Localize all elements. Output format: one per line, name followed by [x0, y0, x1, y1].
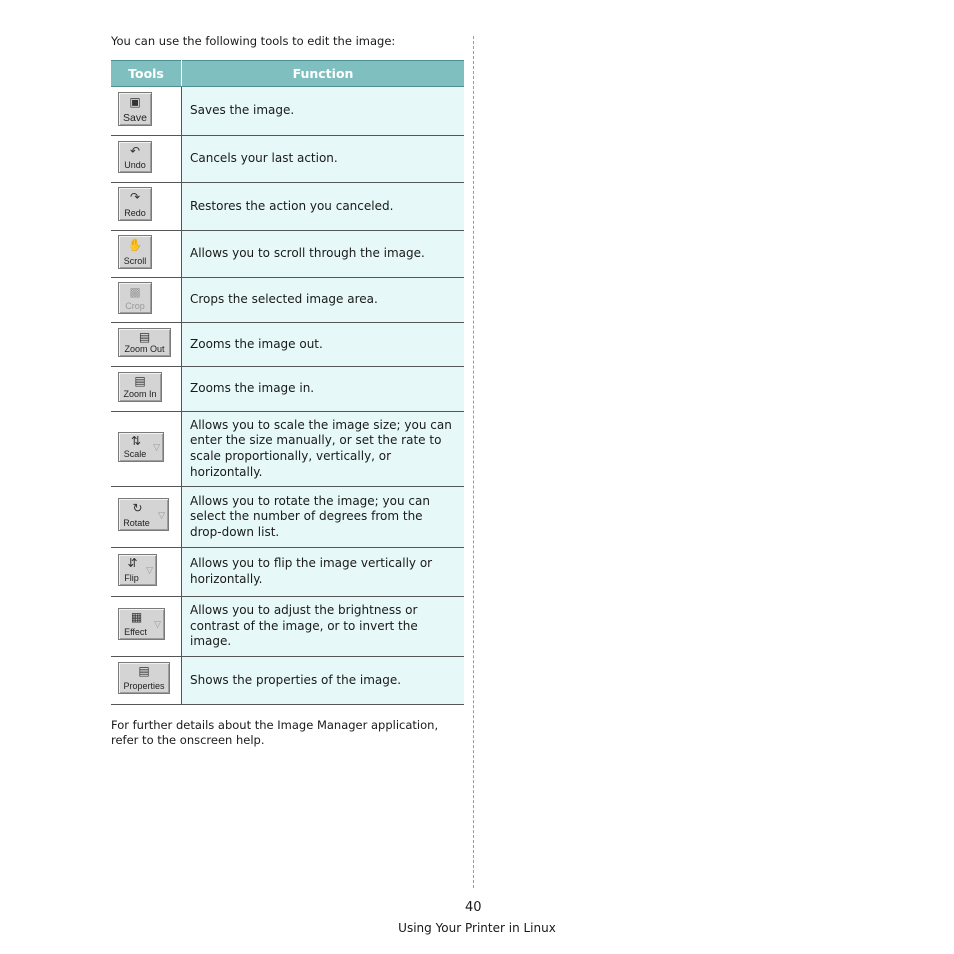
row-description: Zooms the image in.: [182, 367, 465, 412]
scale-button[interactable]: [118, 432, 164, 462]
page-number: 40: [465, 900, 482, 915]
zoom-out-button[interactable]: [118, 328, 171, 357]
table-row: [111, 487, 464, 548]
row-description: Allows you to rotate the image; you can select the number of degrees from the drop-down list.: [182, 487, 465, 548]
dropdown-arrow-icon: ▽: [153, 441, 160, 452]
header-function: Function: [182, 61, 465, 87]
tool-cell: [111, 548, 182, 597]
flip-icon: ⇵: [127, 555, 138, 570]
tool-cell: [111, 412, 182, 487]
table-row: [111, 548, 464, 597]
row-description: Allows you to adjust the brightness or contrast of the image, or to invert the image.: [182, 597, 465, 657]
table-row: [111, 367, 464, 412]
tool-cell: [111, 367, 182, 412]
crop-button-label: Crop: [125, 300, 145, 311]
row-description: Allows you to scale the image size; you can enter the size manually, or set the rate to scale proportionally, vertically, or horizontally.: [182, 412, 465, 487]
undo-arrow-icon: ↶: [129, 143, 141, 158]
undo-button-label: Undo: [124, 159, 146, 170]
tool-cell: [111, 323, 182, 367]
flip-button[interactable]: [118, 554, 157, 586]
row-description: Restores the action you canceled.: [182, 183, 465, 231]
crop-icon: ▩: [129, 284, 141, 299]
save-button-label: Save: [123, 111, 147, 124]
table-row: [111, 597, 464, 657]
row-description: Zooms the image out.: [182, 323, 465, 367]
table-row: [111, 412, 464, 487]
tools-table: [111, 60, 464, 705]
row-description: Cancels your last action.: [182, 136, 465, 183]
zoom-in-button[interactable]: [118, 372, 162, 402]
redo-button[interactable]: [118, 187, 152, 221]
scale-button-label: Scale: [123, 448, 147, 459]
tool-cell: [111, 136, 182, 183]
zoom-out-icon: ▤: [138, 329, 151, 344]
crop-button[interactable]: [118, 282, 152, 314]
scale-icon: ⇅: [130, 433, 142, 448]
tool-cell: [111, 597, 182, 657]
row-description: Allows you to flip the image vertically or horizontally.: [182, 548, 465, 597]
dropdown-arrow-icon: ▽: [146, 564, 153, 575]
redo-arrow-icon: ↷: [129, 190, 141, 205]
effect-icon: ▦: [130, 610, 143, 625]
table-row: [111, 657, 464, 705]
scroll-button-label: Scroll: [123, 255, 147, 266]
properties-icon: ▤: [138, 664, 150, 679]
tool-cell: [111, 87, 182, 136]
rotate-button[interactable]: [118, 498, 169, 531]
redo-button-label: Redo: [124, 208, 146, 219]
properties-button-label: Properties: [123, 681, 165, 692]
table-row: [111, 136, 464, 183]
table-header-row: [111, 61, 464, 87]
rotate-button-label: Rotate: [123, 518, 150, 529]
save-button[interactable]: [118, 92, 152, 126]
row-description: Allows you to scroll through the image.: [182, 231, 465, 278]
dropdown-arrow-icon: ▽: [154, 619, 161, 630]
footer-note: For further details about the Image Manager application, refer to the onscreen help.: [111, 718, 439, 747]
intro-text: You can use the following tools to edit the image:: [111, 34, 396, 48]
header-tools: Tools: [111, 61, 182, 87]
table-row: [111, 278, 464, 323]
flip-button-label: Flip: [124, 572, 139, 583]
table-row: [111, 231, 464, 278]
tool-cell: [111, 183, 182, 231]
table-row: [111, 183, 464, 231]
tool-cell: [111, 278, 182, 323]
row-description: Crops the selected image area.: [182, 278, 465, 323]
zoom-in-icon: ▤: [134, 373, 146, 388]
zoom-out-button-label: Zoom Out: [124, 343, 165, 354]
undo-button[interactable]: [118, 141, 152, 173]
row-description: Saves the image.: [182, 87, 465, 136]
row-description: Shows the properties of the image.: [182, 657, 465, 705]
floppy-disk-icon: ▣: [129, 94, 141, 109]
dropdown-arrow-icon: ▽: [158, 509, 165, 520]
table-row: [111, 323, 464, 367]
chapter-title: Using Your Printer in Linux: [398, 921, 556, 935]
tool-cell: [111, 657, 182, 705]
column-divider: [473, 36, 474, 888]
zoom-in-button-label: Zoom In: [123, 388, 157, 399]
properties-button[interactable]: [118, 662, 170, 694]
scroll-button[interactable]: [118, 235, 152, 269]
tool-cell: [111, 487, 182, 548]
effect-button[interactable]: [118, 608, 165, 640]
table-row: [111, 87, 464, 136]
hand-scroll-icon: ✋: [127, 237, 143, 252]
rotate-icon: ↻: [132, 501, 143, 516]
effect-button-label: Effect: [124, 627, 147, 638]
tool-cell: [111, 231, 182, 278]
